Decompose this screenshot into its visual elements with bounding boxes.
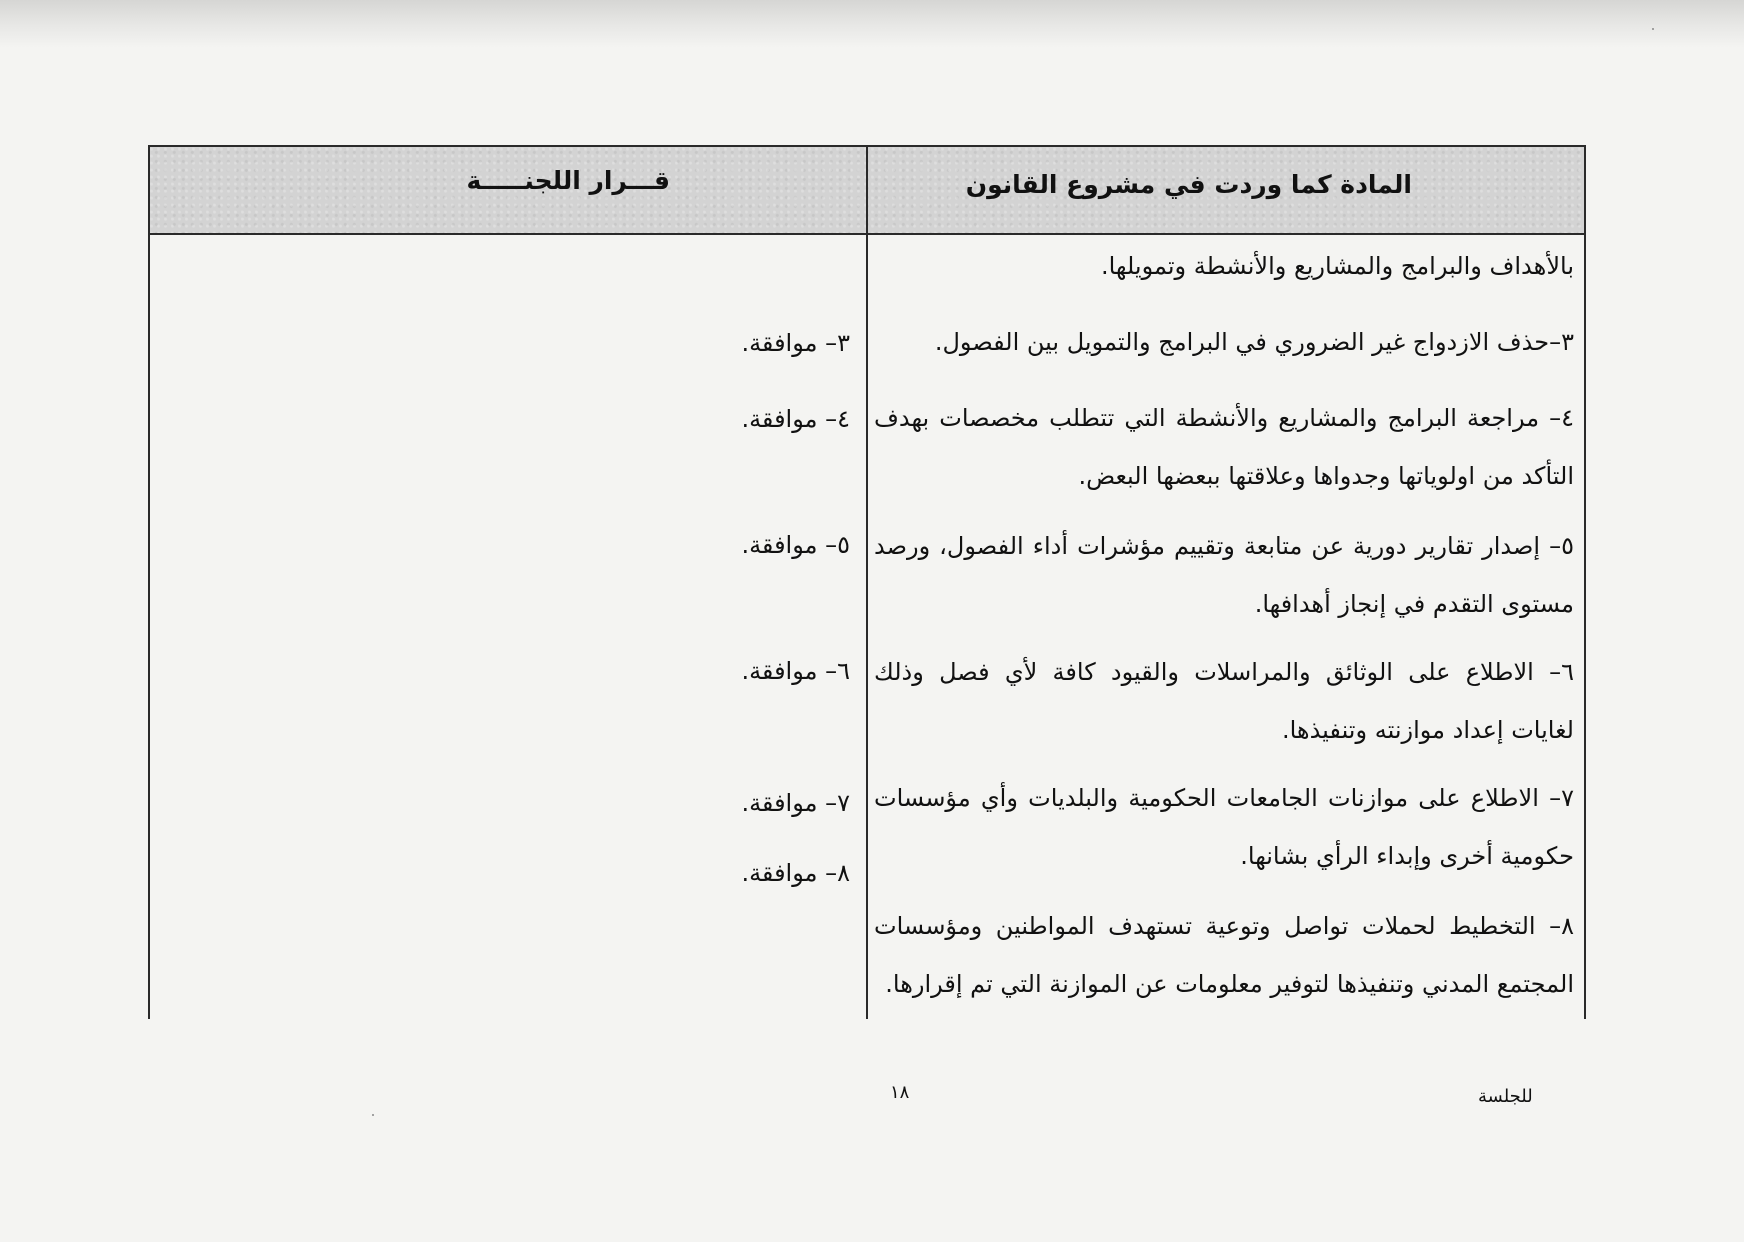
header-article-column xyxy=(868,141,1584,227)
scan-speck xyxy=(372,1114,374,1116)
decision-text-6: ٨– موافقة. xyxy=(741,859,850,887)
decision-text-1: ٣– موافقة. xyxy=(741,329,850,357)
decision-text-3: ٥– موافقة. xyxy=(741,531,850,559)
header-decision-label: قـــرار اللجنـــــة xyxy=(466,165,670,195)
article-text-6: ٨– التخطيط لحملات تواصل وتوعية تستهدف المواطنين ومؤسسات المجتمع المدني وتنفيذها لتوفير معلومات عن الموازنة التي تم إقرارها. xyxy=(874,912,1574,998)
page-number: ١٨ xyxy=(890,1082,910,1103)
article-text-4: ٦– الاطلاع على الوثائق والمراسلات والقيود كافة لأي فصل وذلك لغايات إعداد موازنته وتنفيذها. xyxy=(874,658,1574,744)
article-text-2: ٤– مراجعة البرامج والمشاريع والأنشطة التي تتطلب مخصصات بهدف التأكد من اولوياتها وجدواها وعلاقتها ببعضها البعض. xyxy=(874,404,1574,490)
header-article-label: المادة كما وردت في مشروع القانون xyxy=(965,169,1412,199)
header-decision-column xyxy=(148,137,866,223)
decision-text-4: ٦– موافقة. xyxy=(741,657,850,685)
table-body xyxy=(150,235,1584,1019)
article-text-3: ٥– إصدار تقارير دورية عن متابعة وتقييم مؤشرات أداء الفصول، ورصد مستوى التقدم في إنجاز أهدافها. xyxy=(874,532,1574,618)
article-text-5: ٧– الاطلاع على موازنات الجامعات الحكومية والبلديات وأي مؤسسات حكومية أخرى وإبداء الرأي بشانها. xyxy=(874,784,1574,870)
scan-shadow xyxy=(0,0,1744,48)
scan-speck xyxy=(1652,28,1654,30)
comparison-table xyxy=(148,145,1586,1019)
article-text-1: ٣–حذف الازدواج غير الضروري في البرامج والتمويل بين الفصول. xyxy=(934,328,1574,356)
decision-text-5: ٧– موافقة. xyxy=(741,789,850,817)
session-label: للجلسة xyxy=(1478,1086,1533,1107)
article-text-0: بالأهداف والبرامج والمشاريع والأنشطة وتمويلها. xyxy=(1100,252,1574,280)
decision-text-2: ٤– موافقة. xyxy=(741,405,850,433)
